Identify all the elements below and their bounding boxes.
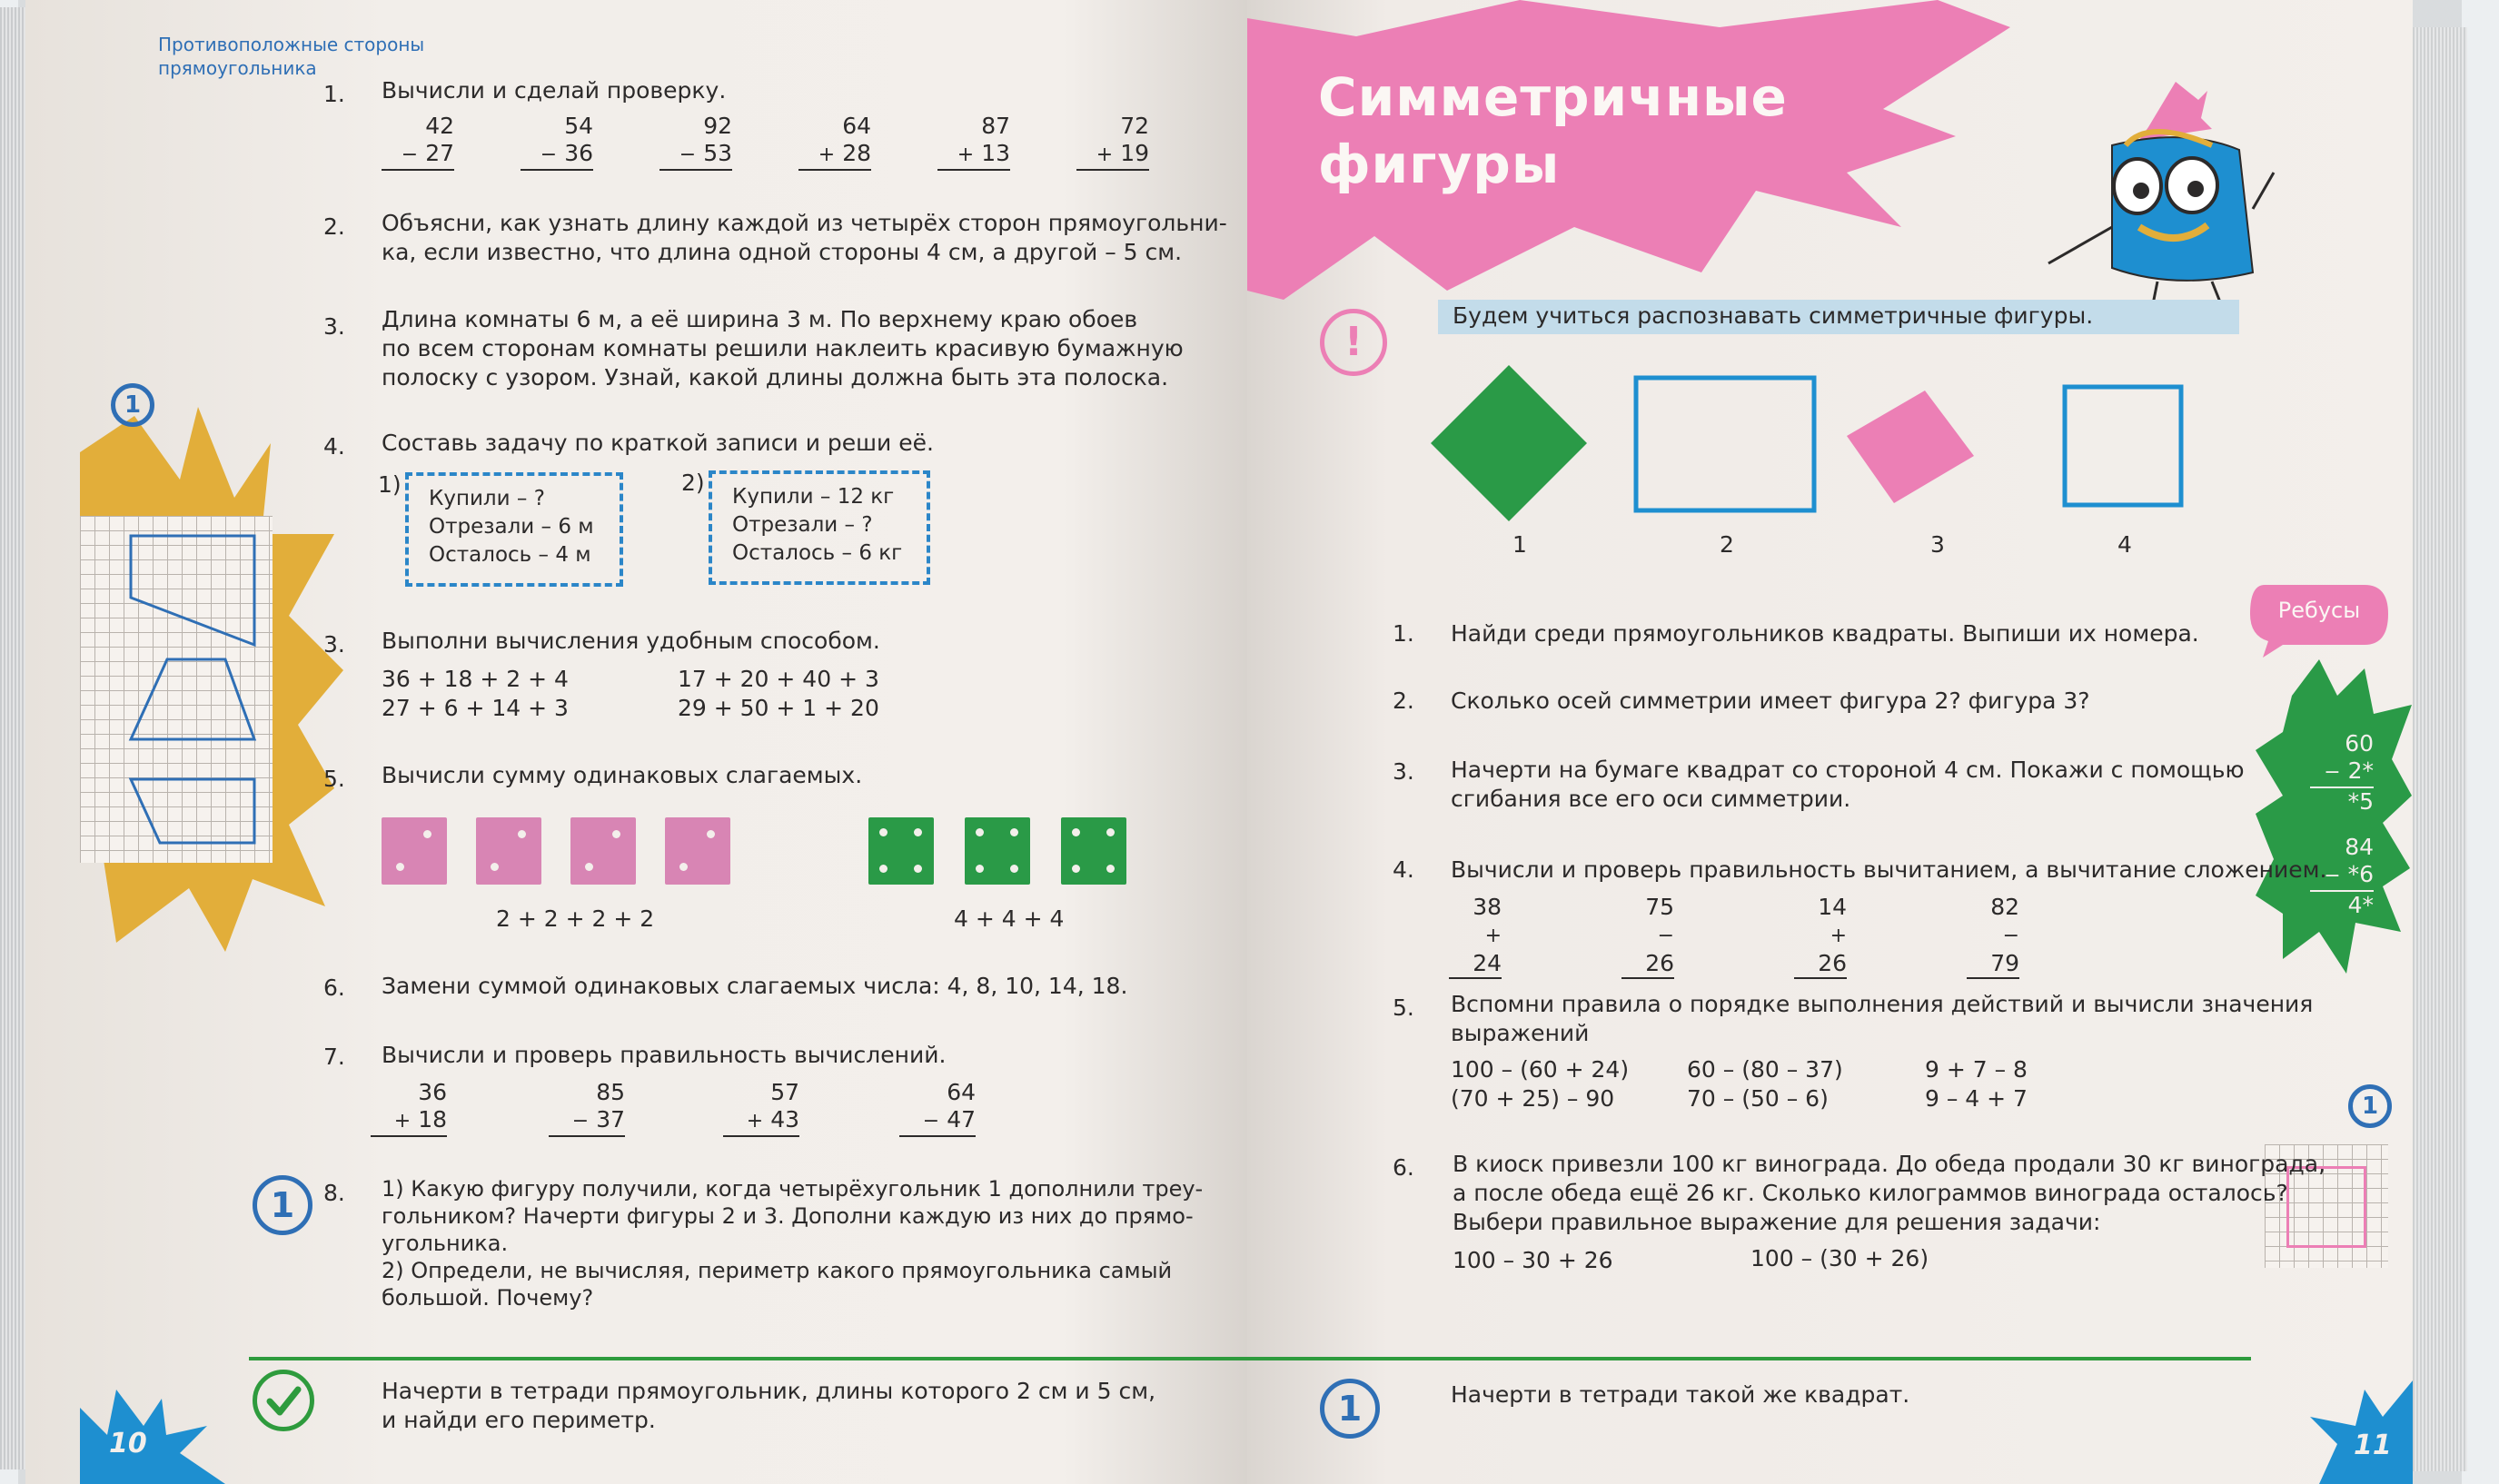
task-number: 2. (1393, 688, 1414, 714)
column-calc: 54 − 36 (521, 113, 593, 171)
grid-figures (80, 516, 273, 863)
expression: 70 – (50 – 6) (1687, 1085, 1829, 1112)
task-number: 2. (323, 213, 345, 240)
task-number: 6. (323, 974, 345, 1001)
task-number: 4. (323, 433, 345, 460)
task-text: Вспомни правила о порядке выполнения действий и вычисли значения выражений (1451, 991, 2314, 1046)
page-title: фигуры (1318, 134, 1561, 195)
dice-two-pink (665, 817, 730, 885)
task-text: Объясни, как узнать длину каждой из четырёх сторон прямоугольни- ка, если известно, что длина одной стороны 4 см, а другой – 5 см. (382, 210, 1227, 265)
expression: 100 – (60 + 24) (1451, 1056, 1630, 1083)
level-badge-1: 1 (1320, 1379, 1380, 1439)
homework-text: Начерти в тетради такой же квадрат. (1451, 1381, 1910, 1408)
section-header: Противоположные стороны прямоугольника (158, 34, 425, 79)
expression: 9 – 4 + 7 (1925, 1085, 2028, 1112)
checkmark-icon (253, 1370, 314, 1431)
right-page (1247, 0, 2413, 1484)
expression: 100 – (30 + 26) (1750, 1245, 1929, 1271)
page-title: Симметричные (1318, 66, 1788, 128)
column-calc: 42 − 27 (382, 113, 454, 171)
column-calc: 38 + 24 (1449, 894, 1502, 979)
task-text: Выполни вычисления удобным способом. (382, 628, 880, 654)
column-calc: 36 + 18 (371, 1079, 447, 1137)
figure-2-blue-rectangle (1636, 378, 1814, 510)
rebus-label: Ребусы (2277, 598, 2361, 623)
task-text: 1) Какую фигуру получили, когда четырёхугольник 1 дополнили треу- гольником? Начерти фигуры 2 и 3. Дополни каждую из них до прямо- угольника. 2) Определи, не вычисляя, периметр какого прямоугольника самый большой. Почему? (382, 1176, 1204, 1311)
task-text: Начерти на бумаге квадрат со стороной 4 см. Покажи с помощью сгибания все его оси симметрии. (1451, 757, 2245, 812)
task-number: 1. (1393, 620, 1414, 647)
dice-two-pink (382, 817, 447, 885)
variant-label: 2) (681, 470, 705, 496)
figures-row (1429, 360, 2265, 523)
task-number: 6. (1393, 1154, 1414, 1181)
attention-icon: ! (1320, 309, 1387, 376)
column-calc: 85 − 37 (549, 1079, 625, 1137)
task-number: 3. (323, 631, 345, 658)
task-number: 3. (1393, 758, 1414, 785)
task-text: Вычисли и сделай проверку. (382, 77, 727, 104)
dice-caption: 4 + 4 + 4 (954, 905, 1065, 932)
expression: 27 + 6 + 14 + 3 (382, 695, 569, 721)
variant-label: 1) (378, 471, 402, 498)
expression: 100 – 30 + 26 (1453, 1247, 1613, 1273)
task-number: 3. (323, 313, 345, 340)
task-number: 8. (323, 1180, 345, 1206)
rebus-column-1: 60 − 2* *5 (2310, 730, 2374, 816)
page-edges-right (2413, 27, 2467, 1471)
divider-line (1247, 1357, 2251, 1360)
figure-label: 4 (2117, 531, 2132, 558)
figure-4-blue-square (2065, 387, 2181, 505)
column-calculations-row (371, 1079, 1007, 1143)
expression: 9 + 7 – 8 (1925, 1056, 2028, 1083)
column-calc: 64 − 47 (899, 1079, 976, 1137)
short-record-box-1: Купили – ? Отрезали – 6 м Осталось – 4 м (405, 472, 623, 587)
dice-two-pink (476, 817, 541, 885)
task-text: В киоск привезли 100 кг винограда. До обеда продали 30 кг винограда, а после обеда ещё 26 кг. Сколько килограммов винограда осталось? Выбери правильное выражение для решения задачи: (1453, 1151, 2326, 1235)
page-number-burst (80, 1390, 225, 1484)
expression: (70 + 25) – 90 (1451, 1085, 1615, 1112)
task-number: 1. (323, 81, 345, 107)
column-calc: 75 − 26 (1621, 894, 1674, 979)
column-calc: 92 − 53 (659, 113, 732, 171)
square-mascot-illustration (2039, 64, 2285, 327)
dice-four-green (1061, 817, 1126, 885)
task-number: 5. (323, 766, 345, 792)
column-calc: 64 + 28 (798, 113, 871, 171)
dice-caption: 2 + 2 + 2 + 2 (496, 905, 655, 932)
rebus-column-2: 84 − *6 4* (2310, 834, 2374, 919)
task-number: 5. (1393, 994, 1414, 1021)
task-text: Длина комнаты 6 м, а её ширина 3 м. По верхнему краю обоев по всем сторонам комнаты решили наклеить красивую бумажную полоску с узором. Узнай, какой длины должна быть эта полоска. (382, 306, 1184, 391)
page-number: 10 (109, 1428, 147, 1459)
dice-four-green (965, 817, 1030, 885)
task-text: Составь задачу по краткой записи и реши её. (382, 430, 934, 456)
task-text: Вычисли сумму одинаковых слагаемых. (382, 762, 863, 788)
figure-1-green-square (1431, 365, 1587, 521)
expression: 36 + 18 + 2 + 4 (382, 666, 569, 692)
figure-label: 2 (1720, 531, 1734, 558)
column-calc: 72 + 19 (1076, 113, 1149, 171)
column-calculations-row (382, 113, 1172, 176)
expression: 17 + 20 + 40 + 3 (678, 666, 879, 692)
task-text: Найди среди прямоугольников квадраты. Выпиши их номера. (1451, 620, 2199, 647)
homework-text: Начерти в тетради прямоугольник, длины которого 2 см и 5 см, и найди его периметр. (382, 1378, 1156, 1433)
level-badge-1: 1 (253, 1175, 312, 1235)
column-calc: 57 + 43 (723, 1079, 799, 1137)
column-calc: 14 + 26 (1794, 894, 1847, 979)
figure-label: 3 (1930, 531, 1945, 558)
green-burst-decoration (2256, 659, 2412, 974)
left-page (25, 0, 1247, 1484)
short-record-box-2: Купили – 12 кг Отрезали – ? Осталось – 6 кг (709, 470, 930, 585)
figure-3-pink-rectangle (1847, 391, 1974, 503)
column-calculations-row (1449, 894, 2085, 976)
column-calc: 82 − 79 (1967, 894, 2019, 979)
page-number: 11 (2354, 1430, 2392, 1461)
task-number: 4. (1393, 856, 1414, 883)
expression: 60 – (80 – 37) (1687, 1056, 1843, 1083)
level-badge-1: 1 (2348, 1084, 2392, 1128)
task-text: Сколько осей симметрии имеет фигура 2? фигура 3? (1451, 688, 2090, 714)
column-calc: 87 + 13 (937, 113, 1010, 171)
task-text: Вычисли и проверь правильность вычитанием, а вычитание сложением. (1451, 856, 2327, 883)
level-badge-1: 1 (111, 383, 154, 427)
dice-two-pink (570, 817, 636, 885)
task-number: 7. (323, 1044, 345, 1070)
task-text: Замени суммой одинаковых слагаемых числа: 4, 8, 10, 14, 18. (382, 973, 1128, 999)
task-text: Вычисли и проверь правильность вычислений. (382, 1042, 947, 1068)
expression: 29 + 50 + 1 + 20 (678, 695, 879, 721)
divider-line (249, 1357, 1247, 1360)
figure-label: 1 (1512, 531, 1527, 558)
dice-four-green (868, 817, 934, 885)
goal-text: Будем учиться распознавать симметричные фигуры. (1453, 302, 2094, 329)
